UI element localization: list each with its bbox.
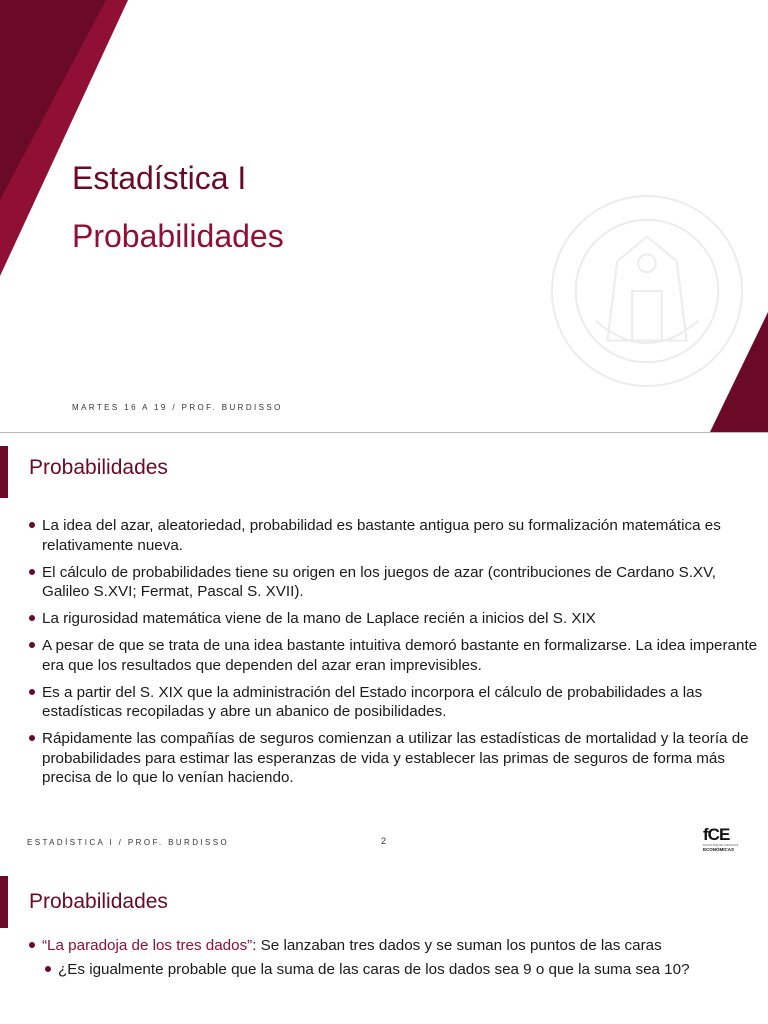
list-item: La rigurosidad matemática viene de la mano de Laplace recién a inicios del S. XIX bbox=[26, 609, 762, 629]
bullet-icon bbox=[29, 569, 35, 575]
slide-divider bbox=[0, 432, 768, 433]
slide-2 bbox=[0, 432, 768, 864]
list-item: A pesar de que se trata de una idea bastante intuitiva demoró bastante en formalizarse. La idea imperante era que los resultados que dependen del azar eran imprevisibles. bbox=[26, 636, 762, 675]
list-item: Es a partir del S. XIX que la administración del Estado incorpora el cálculo de probabilidades a las estadísticas recopiladas y abre un abanico de posibilidades. bbox=[26, 683, 762, 722]
fce-logo-tagline: FACULTAD DE CIENCIAS bbox=[703, 843, 739, 847]
bullet-icon bbox=[29, 942, 35, 948]
highlight-text: “La paradoja de los tres dados” bbox=[42, 937, 253, 954]
sub-bullet-list bbox=[42, 960, 762, 980]
fce-logo-name: ECONÓMICAS bbox=[703, 847, 735, 852]
sub-list-item: ¿Es igualmente probable que la suma de las caras de los dados sea 9 o que la suma sea 10? bbox=[42, 960, 762, 980]
slide-title: Probabilidades bbox=[29, 890, 168, 913]
list-item: La idea del azar, aleatoriedad, probabilidad es bastante antigua pero su formalización matemática es relativamente nueva. bbox=[26, 516, 762, 555]
slide-footer: ESTADÍSTICA I / PROF. BURDISSO bbox=[27, 838, 230, 847]
bullet-icon bbox=[45, 966, 51, 972]
title-accent-bar bbox=[0, 446, 8, 498]
list-item: El cálculo de probabilidades tiene su origen en los juegos de azar (contribuciones de Cardano S.XV, Galileo S.XVI; Fermat, Pascal S. XVII). bbox=[26, 563, 762, 602]
bullet-list bbox=[26, 516, 762, 795]
slide-cover bbox=[0, 0, 768, 432]
presentation-subtitle: Probabilidades bbox=[72, 218, 284, 254]
list-item: “La paradoja de los tres dados”: Se lanzaban tres dados y se suman los puntos de las caras ¿Es igualmente probable que la suma de las caras de los dados sea 9 o que la suma sea 10? bbox=[26, 936, 762, 979]
bullet-icon bbox=[29, 615, 35, 621]
bullet-icon bbox=[29, 735, 35, 741]
list-item: Rápidamente las compañías de seguros comienzan a utilizar las estadísticas de mortalidad y la teoría de probabilidades para estimar las esperanzas de vida y establecer las primas de seguros de forma más precisa de lo que lo venían haciendo. bbox=[26, 729, 762, 788]
bullet-icon bbox=[29, 642, 35, 648]
slide-3 bbox=[0, 864, 768, 1024]
bullet-icon bbox=[29, 522, 35, 528]
title-accent-bar bbox=[0, 876, 8, 928]
bullet-icon bbox=[29, 689, 35, 695]
corner-decoration-bottom-right bbox=[708, 310, 768, 432]
page-number: 2 bbox=[381, 836, 387, 846]
cover-footer: MARTES 16 A 19 / PROF. BURDISSO bbox=[72, 403, 283, 412]
presentation-title: Estadística I bbox=[72, 160, 247, 196]
fce-logo bbox=[703, 827, 743, 861]
fce-logo-mark: fCE bbox=[703, 825, 730, 844]
slide-title: Probabilidades bbox=[29, 456, 168, 479]
bullet-list bbox=[26, 936, 762, 987]
